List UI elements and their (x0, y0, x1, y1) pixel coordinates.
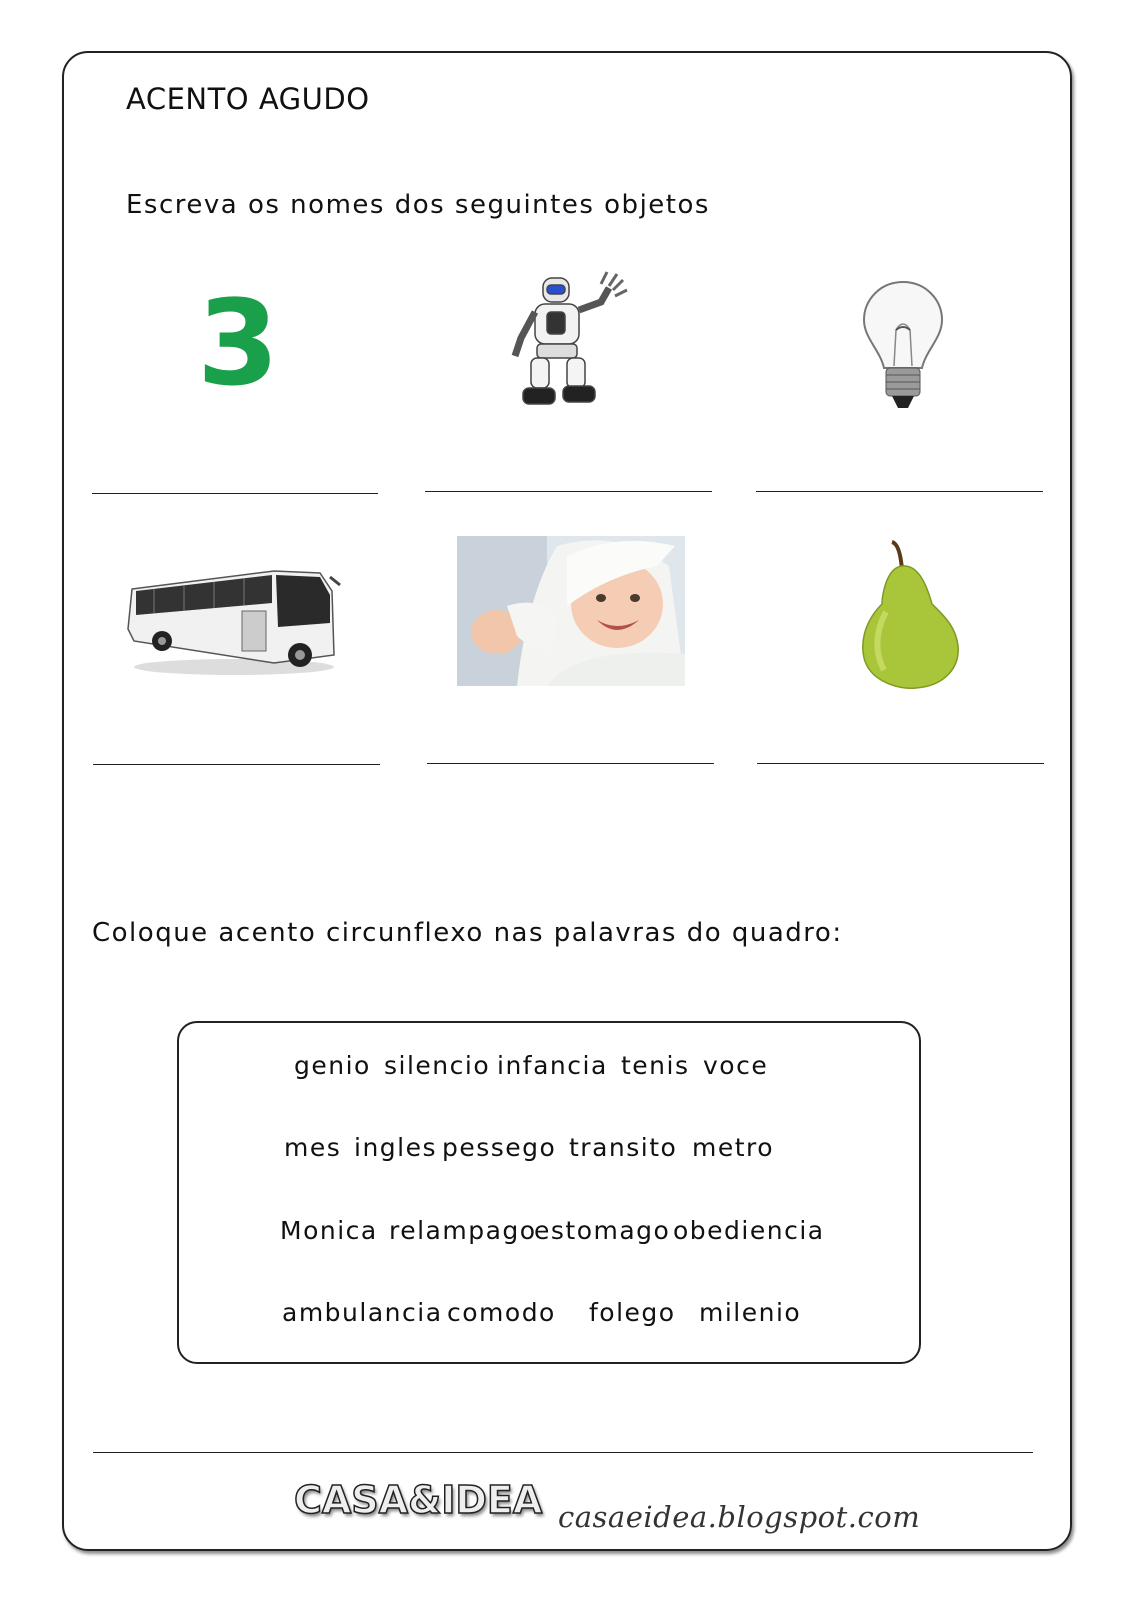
bus-picture (124, 555, 344, 685)
answer-line-4[interactable] (93, 764, 380, 765)
instruction-add-circumflex: Coloque acento circunflexo nas palavras do quadro: (92, 918, 843, 948)
casaeidea-logo: CASA&IDEA (294, 1478, 543, 1522)
answer-line-6[interactable] (757, 763, 1044, 764)
word-ingles: ingles (354, 1133, 438, 1162)
word-folego: folego (589, 1298, 676, 1327)
robot-picture (505, 268, 635, 418)
footer-divider (93, 1452, 1033, 1453)
worksheet-title: ACENTO AGUDO (126, 82, 370, 116)
blog-address: casaeidea.blogspot.com (558, 1500, 921, 1534)
instruction-write-names: Escreva os nomes dos seguintes objetos (126, 190, 710, 220)
light-bulb-picture (858, 278, 948, 428)
answer-line-1[interactable] (92, 493, 378, 494)
answer-line-5[interactable] (427, 763, 714, 764)
word-relampago: relampago (389, 1216, 537, 1245)
word-voce: voce (703, 1051, 769, 1080)
answer-line-3[interactable] (756, 491, 1043, 492)
word-comodo: comodo (447, 1298, 556, 1327)
word-obediencia: obediencia (673, 1216, 825, 1245)
number-three-glyph: 3 (196, 292, 280, 392)
word-metro: metro (692, 1133, 775, 1162)
word-milenio: milenio (699, 1298, 802, 1327)
answer-line-2[interactable] (425, 491, 712, 492)
word-pessego: pessego (442, 1133, 557, 1162)
word-mes: mes (284, 1133, 342, 1162)
word-silencio: silencio (384, 1051, 491, 1080)
word-infancia: infancia (497, 1051, 608, 1080)
word-transito: transito (569, 1133, 678, 1162)
word-monica: Monica (280, 1216, 378, 1245)
pear-picture (856, 540, 966, 690)
word-estomago: estomago (534, 1216, 671, 1245)
word-ambulancia: ambulancia (282, 1298, 443, 1327)
number-three-picture (188, 292, 288, 392)
baby-picture (457, 536, 685, 686)
word-genio: genio (294, 1051, 371, 1080)
word-tenis: tenis (621, 1051, 690, 1080)
